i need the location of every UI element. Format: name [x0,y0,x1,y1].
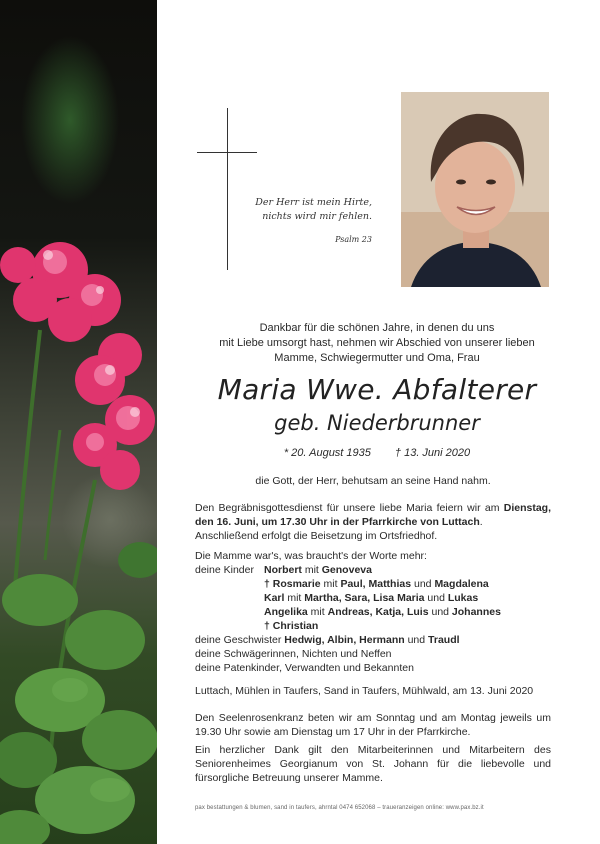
funeral-burial: Anschließend erfolgt die Beisetzung im Ortsfriedhof. [195,530,438,542]
psalm-quote [240,196,372,247]
children-row [195,563,551,577]
god-line: die Gott, der Herr, behutsam an seine Hand nahm. [255,475,491,487]
intro-line-2: mit Liebe umsorgt hast, nehmen wir Abschied von unserer lieben [219,337,535,349]
place-date: Luttach, Mühlen in Taufers, Sand in Taufers, Mühlwald, am 13. Juni 2020 [195,685,534,697]
mourners-heading: Die Mamme war's, was braucht's der Worte mehr: [195,550,427,562]
child-line: † Christian [264,620,319,632]
funeral-paragraph [195,501,551,543]
cross-icon-bar [197,152,257,153]
footer-imprint: pax bestattungen & blumen, sand in taufers, ahrntal 0474 652068 – traueranzeigen online: www.pax.bz.it [195,805,484,811]
intro-line-1: Dankbar für die schönen Jahre, in denen du uns [259,322,495,334]
intro-text [200,321,554,366]
funeral-text-1: Den Begräbnisgottesdienst für unsere liebe Maria feiern wir am [195,502,500,514]
child-line: Angelika mit Andreas, Katja, Luis und Johannes [264,606,501,618]
intro-line-3: Mamme, Schwiegermutter und Oma, Frau [274,352,480,364]
geranium-photo [0,0,157,844]
funeral-datetime: Dienstag, den 16. Juni, um 17.30 Uhr in der Pfarrkirche von Luttach [195,502,551,528]
children-label: deine Kinder [195,564,254,576]
funeral-text-2: . [479,516,483,528]
birth-date: * 20. August 1935 [283,447,371,459]
maiden-name: geb. Niederbrunner [274,411,480,435]
psalm-reference: Psalm 23 [335,235,372,244]
child-line: Norbert mit Genoveva [264,564,372,576]
child-line: † Rosmarie mit Paul, Matthias und Magdalena [264,578,489,590]
inlaws-line: deine Schwägerinnen, Nichten und Neffen [195,648,392,660]
godchildren-line: deine Patenkinder, Verwandten und Bekannten [195,662,414,674]
life-dates [200,446,554,460]
geranium-illustration [0,0,157,844]
portrait-photo [401,92,549,287]
psalm-line-1: Der Herr ist mein Hirte, [255,197,372,208]
siblings-line: deine Geschwister Hedwig, Albin, Hermann und Traudl [195,634,460,646]
child-line: Karl mit Martha, Sara, Lisa Maria und Lukas [264,592,479,604]
mourners-block [195,549,551,675]
rosary-paragraph: Den Seelenrosenkranz beten wir am Sonntag und am Montag jeweils um 19.30 Uhr sowie am Dienstag um 17 Uhr in der Pfarrkirche. [195,712,551,738]
portrait-illustration [401,92,549,287]
psalm-line-2: nichts wird mir fehlen. [262,211,372,222]
deceased-name: Maria Wwe. Abfalterer [217,373,537,406]
thanks-paragraph: Ein herzlicher Dank gilt den Mitarbeiterinnen und Mitarbeitern des Seniorenheimes Georgianum von St. Johann für die liebevolle und fürsorgliche Betreuung unserer Mamme. [195,744,551,784]
death-date: † 13. Juni 2020 [394,447,471,459]
cross-icon [227,108,228,270]
